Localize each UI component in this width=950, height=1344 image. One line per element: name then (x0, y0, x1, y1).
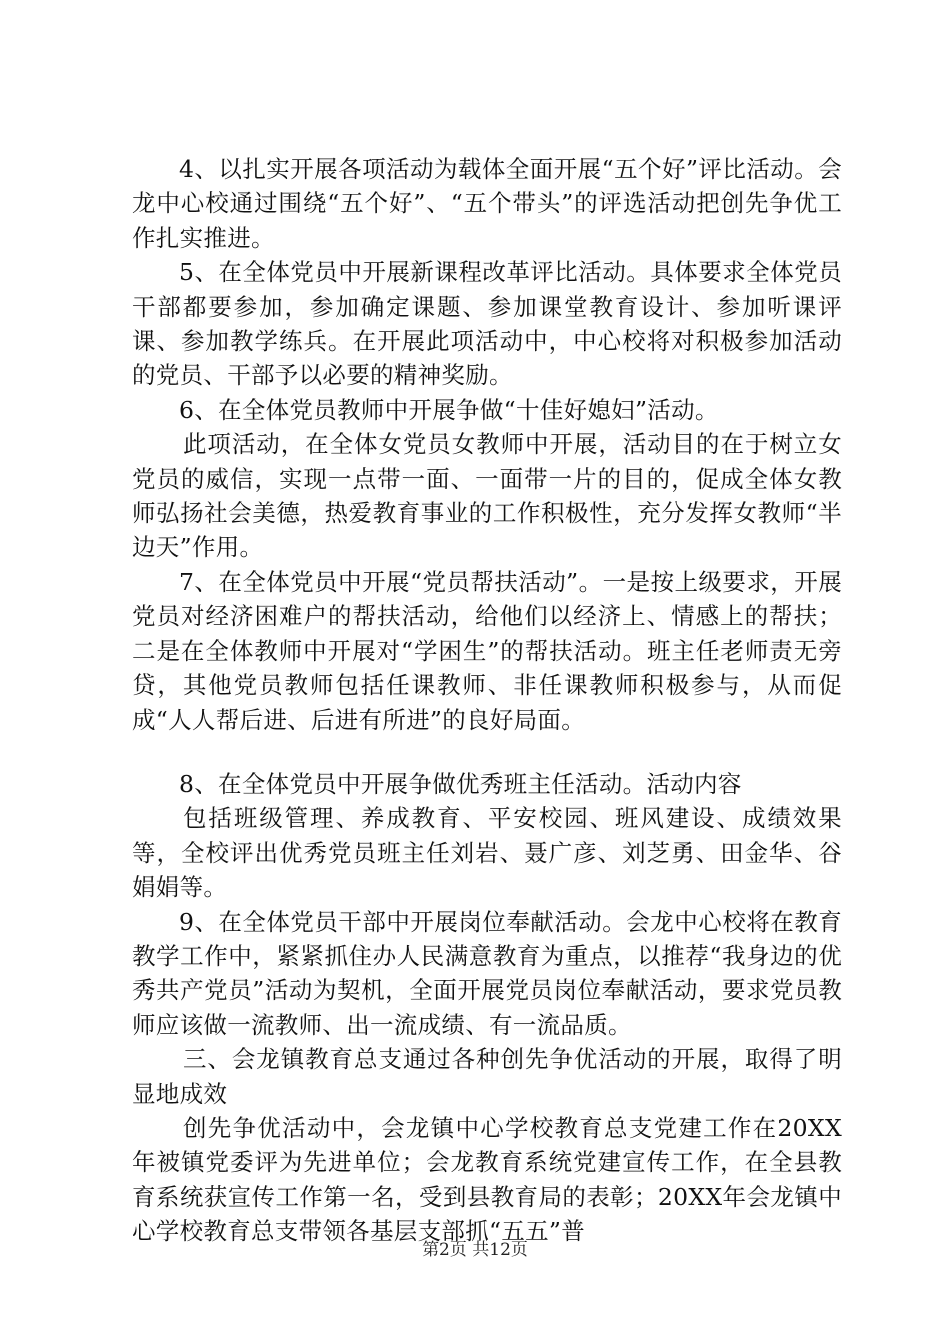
paragraph-results: 创先争优活动中，会龙镇中心学校教育总支党建工作在20XX年被镇党委评为先进单位；会龙教育系统党建宣传工作，在全县教育系统获宣传工作第一名，受到县教育局的表彰；20XX年会龙镇中心学校教育总支带领各基层支部抓“五五”普 (132, 1113, 842, 1246)
paragraph-item-9: 9、在全体党员干部中开展岗位奉献活动。会龙中心校将在教育教学工作中，紧紧抓住办人民满意教育为重点，以推荐“我身边的优秀共产党员”活动为契机，全面开展党员岗位奉献活动，要求党员教师应该做一流教师、出一流成绩、有一流品质。 (132, 907, 842, 1039)
paragraph-item-6-detail: 此项活动，在全体女党员女教师中开展，活动目的在于树立女党员的威信，实现一点带一面、一面带一片的目的，促成全体女教师弘扬社会美德，热爱教育事业的工作积极性，充分发挥女教师“半边天”作用。 (132, 430, 842, 562)
section-heading-three: 三、会龙镇教育总支通过各种创先争优活动的开展，取得了明显地成效 (132, 1045, 842, 1108)
paragraph-gap (132, 737, 842, 767)
paragraph-item-5: 5、在全体党员中开展新课程改革评比活动。具体要求全体党员干部都要参加，参加确定课题、参加课堂教育设计、参加听课评课、参加教学练兵。在开展此项活动中，中心校将对积极参加活动的党员、干部予以必要的精神奖励。 (132, 258, 842, 390)
paragraph-item-8: 8、在全体党员中开展争做优秀班主任活动。活动内容 (179, 769, 742, 798)
document-body (132, 152, 842, 1249)
paragraph-item-8-detail: 包括班级管理、养成教育、平安校园、班风建设、成绩效果等，全校评出优秀党员班主任刘岩、聂广彦、刘芝勇、田金华、谷娟娟等。 (132, 804, 842, 902)
paragraph-item-7: 7、在全体党员中开展“党员帮扶活动”。一是按上级要求，开展党员对经济困难户的帮扶活动，给他们以经济上、情感上的帮扶；二是在全体教师中开展对“学困生”的帮扶活动。班主任老师责无旁贷，其他党员教师包括任课教师、非任课教师积极参与，从而促成“人人帮后进、后进有所进”的良好局面。 (132, 567, 842, 734)
paragraph-item-4: 4、以扎实开展各项活动为载体全面开展“五个好”评比活动。会龙中心校通过围绕“五个好”、“五个带头”的评选活动把创先争优工作扎实推进。 (132, 155, 842, 252)
paragraph-item-6: 6、在全体党员教师中开展争做“十佳好媳妇”活动。 (179, 395, 719, 424)
page-number-footer: 第2页 共12页 (422, 1240, 528, 1260)
